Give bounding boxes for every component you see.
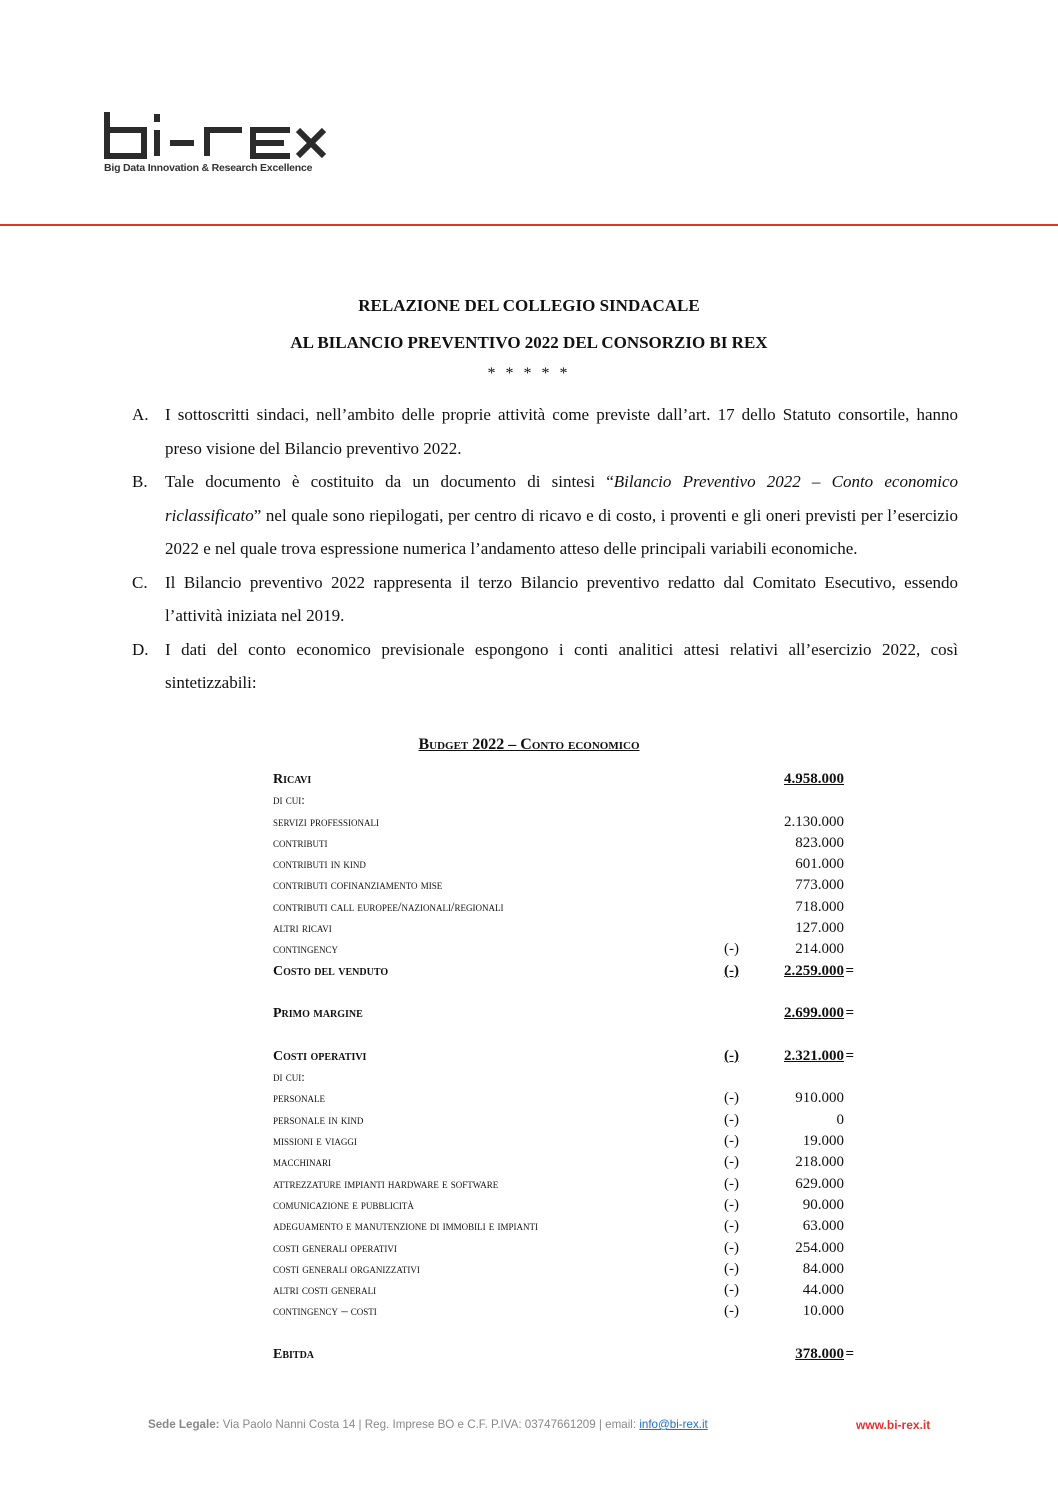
list-marker: D. bbox=[132, 639, 149, 659]
row-value: 718.000 bbox=[795, 898, 844, 915]
row-label: personale bbox=[273, 1091, 326, 1106]
row-value: 63.000 bbox=[802, 1218, 844, 1235]
footer-address bbox=[148, 1418, 708, 1431]
table-row bbox=[273, 921, 853, 942]
row-value: 601.000 bbox=[795, 856, 844, 873]
document-subtitle: AL BILANCIO PREVENTIVO 2022 DEL CONSORZIO BI REX bbox=[290, 333, 768, 352]
table-spacer bbox=[273, 985, 853, 1006]
row-value: 254.000 bbox=[795, 1239, 844, 1256]
row-value: 910.000 bbox=[795, 1090, 844, 1107]
table-spacer bbox=[273, 1028, 853, 1049]
table-row bbox=[273, 1347, 853, 1368]
row-negative-marker: (-) bbox=[724, 1218, 739, 1235]
bi-rex-logo bbox=[104, 110, 334, 174]
row-label: altri ricavi bbox=[273, 921, 332, 936]
row-label: Costi operativi bbox=[273, 1048, 367, 1064]
logo-tagline: Big Data Innovation & Research Excellence bbox=[104, 162, 313, 174]
row-label: adeguamento e manutenzione di immobili e impianti bbox=[273, 1219, 538, 1234]
table-row bbox=[273, 1241, 853, 1262]
row-value: 2.321.000 bbox=[784, 1047, 844, 1064]
document-title: RELAZIONE DEL COLLEGIO SINDACALE bbox=[358, 296, 700, 315]
row-label: Costo del venduto bbox=[273, 963, 389, 979]
footer-label: Sede Legale: bbox=[148, 1418, 220, 1431]
row-value: 19.000 bbox=[802, 1133, 844, 1150]
row-label: Ebitda bbox=[273, 1347, 315, 1363]
row-label: contributi cofinanziamento mise bbox=[273, 878, 443, 893]
row-value: 2.699.000 bbox=[784, 1005, 844, 1022]
logo-wordmark bbox=[104, 110, 326, 160]
row-negative-marker: (-) bbox=[724, 1239, 739, 1256]
row-label: di cui: bbox=[273, 793, 305, 808]
table-row bbox=[273, 857, 853, 878]
row-label: costi generali operativi bbox=[273, 1240, 397, 1255]
row-value: 214.000 bbox=[795, 941, 844, 958]
footer-email-link[interactable]: info@bi-rex.it bbox=[639, 1418, 708, 1431]
row-negative-marker: (-) bbox=[724, 1303, 739, 1320]
row-label: attrezzature impianti hardware e software bbox=[273, 1176, 499, 1191]
table-row bbox=[273, 1198, 853, 1219]
row-label: contributi call europee/nazionali/regionali bbox=[273, 899, 504, 914]
row-negative-marker: (-) bbox=[724, 1175, 739, 1192]
table-row bbox=[273, 1155, 853, 1176]
row-label: altri costi generali bbox=[273, 1283, 377, 1298]
row-value: 629.000 bbox=[795, 1175, 844, 1192]
row-label: Primo margine bbox=[273, 1006, 363, 1022]
row-value: 218.000 bbox=[795, 1154, 844, 1171]
row-negative-marker: (-) bbox=[724, 1282, 739, 1299]
row-value: 823.000 bbox=[795, 834, 844, 851]
row-label: Ricavi bbox=[273, 772, 312, 787]
table-row bbox=[273, 836, 853, 857]
footer-address-text: Via Paolo Nanni Costa 14 | Reg. Imprese BO e C.F. P.IVA: 03747661209 | email: bbox=[219, 1418, 640, 1431]
table-row bbox=[273, 900, 853, 921]
row-label: contingency – costi bbox=[273, 1304, 377, 1319]
row-value: 0 bbox=[836, 1111, 844, 1128]
list-text bbox=[165, 465, 958, 566]
budget-title: Budget 2022 – Conto economico bbox=[418, 736, 640, 753]
table-row bbox=[273, 1177, 853, 1198]
row-label: contingency bbox=[273, 942, 338, 957]
document-name-italic: Bilancio Preventivo 2022 – Conto economico riclassificato bbox=[165, 472, 958, 525]
row-label: contributi in kind bbox=[273, 857, 366, 872]
table-row bbox=[273, 793, 853, 814]
row-label: servizi professionali bbox=[273, 814, 379, 829]
row-label: comunicazione e pubblicità bbox=[273, 1197, 414, 1212]
table-row bbox=[273, 1006, 853, 1027]
table-row bbox=[273, 1049, 853, 1070]
list-text-post: ” nel quale sono riepilogati, per centro di ricavo e di costo, i proventi e gli oneri previsti per l’esercizio 2022 e nel quale trova espressione numerica l’andamento atteso delle principali variabili economiche. bbox=[165, 505, 958, 558]
row-label: missioni e viaggi bbox=[273, 1134, 357, 1149]
table-row bbox=[273, 772, 853, 793]
row-value: 127.000 bbox=[795, 920, 844, 937]
row-negative-marker: (-) bbox=[724, 1196, 739, 1213]
table-row bbox=[273, 878, 853, 899]
list-marker: B. bbox=[132, 472, 148, 491]
footer-website-link[interactable]: www.bi-rex.it bbox=[856, 1418, 931, 1432]
table-spacer bbox=[273, 1326, 853, 1347]
table-row bbox=[273, 1304, 853, 1325]
row-label: costi generali organizzativi bbox=[273, 1261, 420, 1276]
table-row bbox=[273, 1134, 853, 1155]
paragraph-list bbox=[132, 398, 958, 700]
list-text: Il Bilancio preventivo 2022 rappresenta il terzo Bilancio preventivo redatto dal Comitato Esecutivo, essendo l’attività iniziata nel 2019. bbox=[165, 572, 958, 625]
table-row bbox=[273, 1091, 853, 1112]
budget-table bbox=[273, 772, 853, 1368]
table-row bbox=[273, 1113, 853, 1134]
list-item bbox=[132, 566, 958, 633]
row-label: personale in kind bbox=[273, 1112, 364, 1127]
row-label: contributi bbox=[273, 835, 328, 850]
row-value: 378.000 bbox=[795, 1346, 844, 1363]
table-row bbox=[273, 1070, 853, 1091]
header-divider bbox=[0, 224, 1058, 226]
row-equals-marker: = bbox=[845, 1047, 854, 1064]
row-value: 773.000 bbox=[795, 877, 844, 894]
row-value: 84.000 bbox=[802, 1260, 844, 1277]
table-row bbox=[273, 1262, 853, 1283]
list-item bbox=[132, 398, 958, 465]
row-label: macchinari bbox=[273, 1155, 332, 1170]
row-negative-marker: (-) bbox=[724, 1047, 739, 1064]
table-row bbox=[273, 815, 853, 836]
row-negative-marker: (-) bbox=[724, 1154, 739, 1171]
table-row bbox=[273, 1219, 853, 1240]
list-marker: C. bbox=[132, 572, 148, 592]
row-value: 10.000 bbox=[802, 1303, 844, 1320]
row-value: 90.000 bbox=[802, 1196, 844, 1213]
row-label: di cui: bbox=[273, 1070, 305, 1085]
list-marker: A. bbox=[132, 405, 149, 424]
row-value: 2.130.000 bbox=[784, 813, 844, 830]
row-negative-marker: (-) bbox=[724, 1133, 739, 1150]
list-text: I sottoscritti sindaci, nell’ambito delle proprie attività come previste dall’art. 17 dello Statuto consortile, hanno preso visione del Bilancio preventivo 2022. bbox=[165, 405, 958, 458]
row-value: 4.958.000 bbox=[784, 771, 844, 787]
row-negative-marker: (-) bbox=[724, 1111, 739, 1128]
list-item bbox=[132, 633, 958, 700]
row-negative-marker: (-) bbox=[724, 1260, 739, 1277]
row-equals-marker: = bbox=[845, 962, 854, 979]
table-row bbox=[273, 964, 853, 985]
title-separator: * * * * * bbox=[487, 365, 571, 382]
list-item bbox=[132, 465, 958, 566]
row-value: 44.000 bbox=[802, 1282, 844, 1299]
row-equals-marker: = bbox=[845, 1346, 854, 1363]
row-equals-marker: = bbox=[845, 1005, 854, 1022]
row-negative-marker: (-) bbox=[724, 941, 739, 958]
row-negative-marker: (-) bbox=[724, 962, 739, 979]
row-negative-marker: (-) bbox=[724, 1090, 739, 1107]
table-row bbox=[273, 942, 853, 963]
list-text: I dati del conto economico previsionale espongono i conti analitici attesi relativi all’esercizio 2022, così sintetizzabili: bbox=[165, 639, 958, 692]
list-text-pre: Tale documento è costituito da un documento di sintesi “ bbox=[165, 472, 614, 491]
table-row bbox=[273, 1283, 853, 1304]
row-value: 2.259.000 bbox=[784, 962, 844, 979]
